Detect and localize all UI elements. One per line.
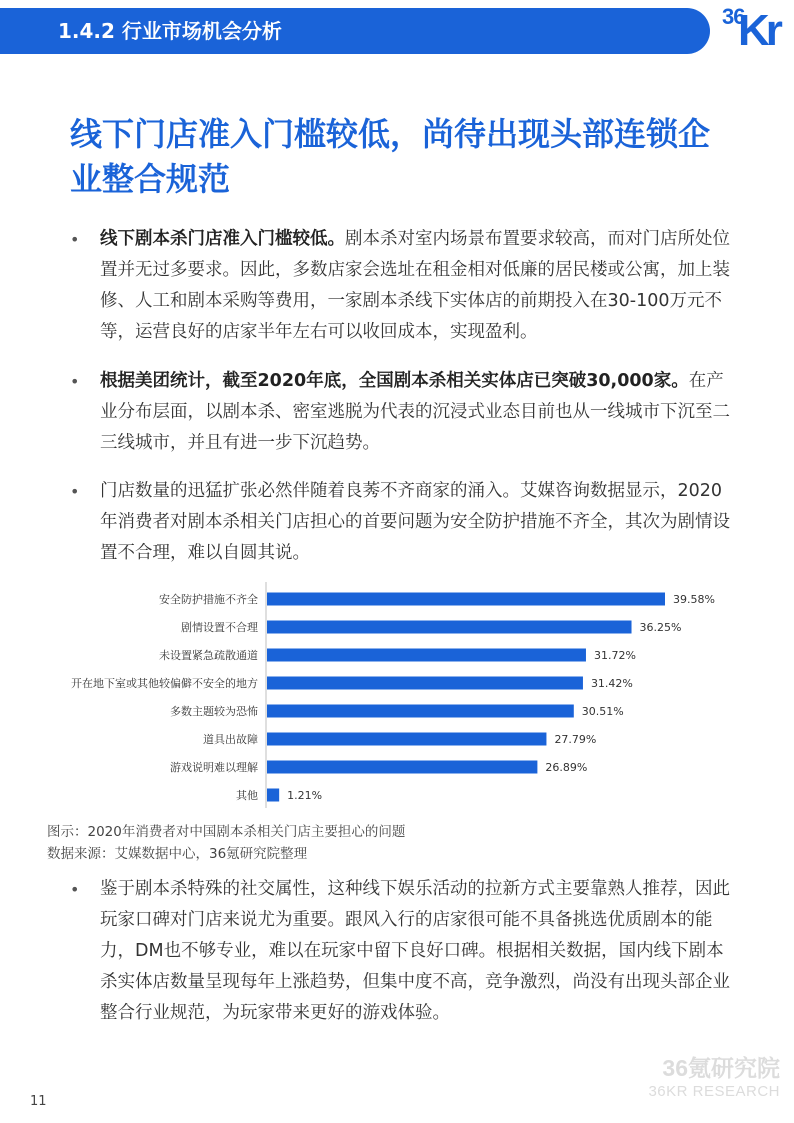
chart-value-label: 27.79% xyxy=(554,733,597,746)
bullet-item-1 xyxy=(70,224,735,348)
logo-letters: Kr xyxy=(738,6,779,55)
36kr-research-watermark xyxy=(630,1054,780,1102)
bullet-item-4 xyxy=(70,874,735,1029)
bullet-text xyxy=(100,874,735,1029)
chart-bar xyxy=(267,649,586,662)
bullet-text xyxy=(100,366,735,459)
chart-bar xyxy=(267,621,632,634)
chart-category-label: 其他 xyxy=(236,789,258,802)
bullet-item-3 xyxy=(70,476,735,569)
chart-category-label: 多数主题较为恐怖 xyxy=(170,705,258,718)
figure-caption: 图示：2020年消费者对中国剧本杀相关门店主要担心的问题 xyxy=(47,824,406,840)
page-number: 11 xyxy=(30,1094,47,1109)
bullet-marker: • xyxy=(70,372,80,391)
36kr-logo xyxy=(722,4,794,55)
bullet-body: 门店数量的迅猛扩张必然伴随着良莠不齐商家的涌入。艾媒咨询数据显示，2020年消费者对剧本杀相关门店担心的首要问题为安全防护措施不齐全，其次为剧情设置不合理，难以自圆其说。 xyxy=(100,481,730,563)
chart-value-label: 31.42% xyxy=(590,677,633,690)
page-headline: 线下门店准入门槛较低，尚待出现头部连锁企业整合规范 xyxy=(70,115,711,198)
bullet-body: 剧本杀对室内场景布置要求较高，而对门店所处位置并无过多要求。因此，多数店家会选址在租金相对低廉的居民楼或公寓，加上装修、人工和剧本采购等费用，一家剧本杀线下实体店的前期投入在30-100万元不等，运营良好的店家半年左右可以收回成本，实现盈利。 xyxy=(100,229,730,342)
chart-value-label: 36.25% xyxy=(639,621,682,634)
bullet-lead: 根据美团统计，截至2020年底，全国剧本杀相关实体店已突破30,000家。 xyxy=(100,371,689,391)
chart-category-label: 游戏说明难以理解 xyxy=(170,761,258,774)
chart-value-label: 30.51% xyxy=(581,705,624,718)
chart-category-label: 道具出故障 xyxy=(203,733,258,746)
watermark-cn: 36氪研究院 xyxy=(662,1055,780,1081)
chart-category-label: 开在地下室或其他较偏僻不安全的地方 xyxy=(71,677,258,690)
chart-bar xyxy=(267,761,537,774)
data-source: 数据来源：艾媒数据中心，36氪研究院整理 xyxy=(47,846,308,862)
watermark-en: 36KR RESEARCH xyxy=(648,1083,780,1100)
chart-value-label: 1.21% xyxy=(287,789,323,802)
chart-bar xyxy=(267,593,665,606)
chart-category-label: 剧情设置不合理 xyxy=(181,621,258,634)
bullet-item-2 xyxy=(70,366,735,459)
chart-bar xyxy=(267,677,583,690)
chart-value-label: 26.89% xyxy=(545,761,588,774)
bullet-body: 鉴于剧本杀特殊的社交属性，这种线下娱乐活动的拉新方式主要靠熟人推荐，因此玩家口碑对门店来说尤为重要。跟风入行的店家很可能不具备挑选优质剧本的能力，DM也不够专业，难以在玩家中留下良好口碑。根据相关数据，国内线下剧本杀实体店数量呈现每年上涨趋势，但集中度不高，竞争激烈，尚没有出现头部企业整合行业规范，为玩家带来更好的游戏体验。 xyxy=(100,879,730,1023)
bullet-marker: • xyxy=(70,230,80,249)
bullet-marker: • xyxy=(70,880,80,899)
chart-value-label: 31.72% xyxy=(593,649,636,662)
section-header-bar xyxy=(0,8,710,54)
chart-canvas xyxy=(40,582,740,812)
logo-number: 36 xyxy=(722,4,745,29)
chart-bar xyxy=(267,789,279,802)
chart-category-label: 安全防护措施不齐全 xyxy=(159,593,258,606)
concerns-bar-chart xyxy=(40,582,740,812)
chart-category-label: 未设置紧急疏散通道 xyxy=(159,649,258,662)
chart-value-label: 39.58% xyxy=(673,593,715,606)
bullet-body: 在产业分布层面，以剧本杀、密室逃脱为代表的沉浸式业态目前也从一线城市下沉至二三线城市，并且有进一步下沉趋势。 xyxy=(100,371,730,453)
bullet-text xyxy=(100,476,735,569)
chart-bar xyxy=(267,705,574,718)
bullet-lead: 线下剧本杀门店准入门槛较低。 xyxy=(100,229,345,249)
chart-bar xyxy=(267,733,546,746)
bullet-text xyxy=(100,224,735,348)
bullet-marker: • xyxy=(70,482,80,501)
section-title: 1.4.2 行业市场机会分析 xyxy=(58,19,282,43)
